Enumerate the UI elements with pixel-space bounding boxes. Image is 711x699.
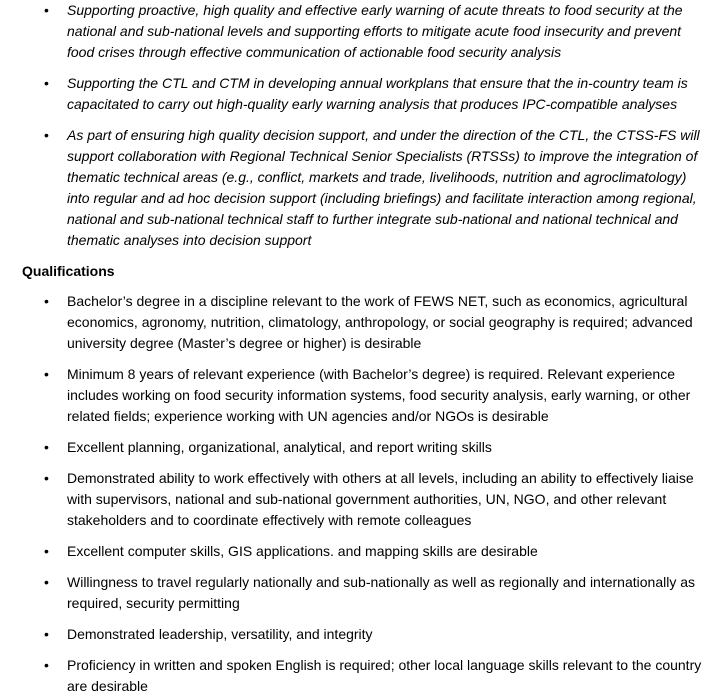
list-item [0,437,711,458]
list-item-text: Supporting the CTL and CTM in developing annual workplans that ensure that the in-country team is capacitated to carry out high-quality early warning analysis that produces IPC-compatible analyses [67,75,688,112]
list-item [0,125,711,251]
bullet-icon: • [44,75,49,91]
list-item [0,572,711,614]
list-item-text: Excellent planning, organizational, analytical, and report writing skills [67,439,492,455]
list-item [0,541,711,562]
bullet-icon: • [44,293,49,309]
list-item-text: Willingness to travel regularly nationally and sub-nationally as well as regionally and internationally as required, security permitting [67,574,696,611]
bullet-icon: • [44,366,49,382]
bullet-icon: • [44,127,49,143]
list-item [0,0,711,63]
bullet-icon: • [44,2,49,18]
list-item [0,655,711,697]
bullet-icon: • [44,626,49,642]
list-item-text: Excellent computer skills, GIS applications. and mapping skills are desirable [67,543,538,559]
list-item-text: Minimum 8 years of relevant experience (with Bachelor’s degree) is required. Relevant experience includes working on food security information systems, food security analysis, early warning, or other related fields; experience working with UN agencies and/or NGOs is desirable [67,366,691,424]
list-item-text: Demonstrated leadership, versatility, and integrity [67,626,373,642]
bullet-icon: • [44,439,49,455]
responsibilities-list [0,0,711,251]
list-item-text: Proficiency in written and spoken English is required; other local language skills relevant to the country are desirable [67,657,702,694]
list-item-text: Bachelor’s degree in a discipline relevant to the work of FEWS NET, such as economics, agricultural economics, agronomy, nutrition, climatology, anthropology, or social geography is required; advanced university degree (Master’s degree or higher) is desirable [67,293,693,351]
list-item [0,364,711,427]
list-item [0,624,711,645]
bullet-icon: • [44,657,49,673]
list-item-text: Demonstrated ability to work effectively with others at all levels, including an ability to effectively liaise with supervisors, national and sub-national government authorities, UN, NGO, and other relevant stakeholders and to coordinate effectively with remote colleagues [67,470,694,528]
list-item [0,468,711,531]
bullet-icon: • [44,470,49,486]
list-item-text: As part of ensuring high quality decision support, and under the direction of the CTL, the CTSS-FS will support collaboration with Regional Technical Senior Specialists (RTSSs) to improve the integration of thematic technical areas (e.g., conflict, markets and trade, livelihoods, nutrition and agroclimatology) into regular and ad hoc decision support (including briefings) and facilitate interaction among regional, national and sub-national technical staff to further integrate sub-national and national technical and thematic analyses into decision support [67,127,700,248]
qualifications-heading: Qualifications [22,263,115,279]
bullet-icon: • [44,574,49,590]
qualifications-list [0,291,711,697]
list-item [0,291,711,354]
list-item [0,73,711,115]
bullet-icon: • [44,543,49,559]
list-item-text: Supporting proactive, high quality and effective early warning of acute threats to food security at the national and sub-national levels and supporting efforts to mitigate acute food insecurity and prevent food crises through effective communication of actionable food security analysis [67,2,683,60]
